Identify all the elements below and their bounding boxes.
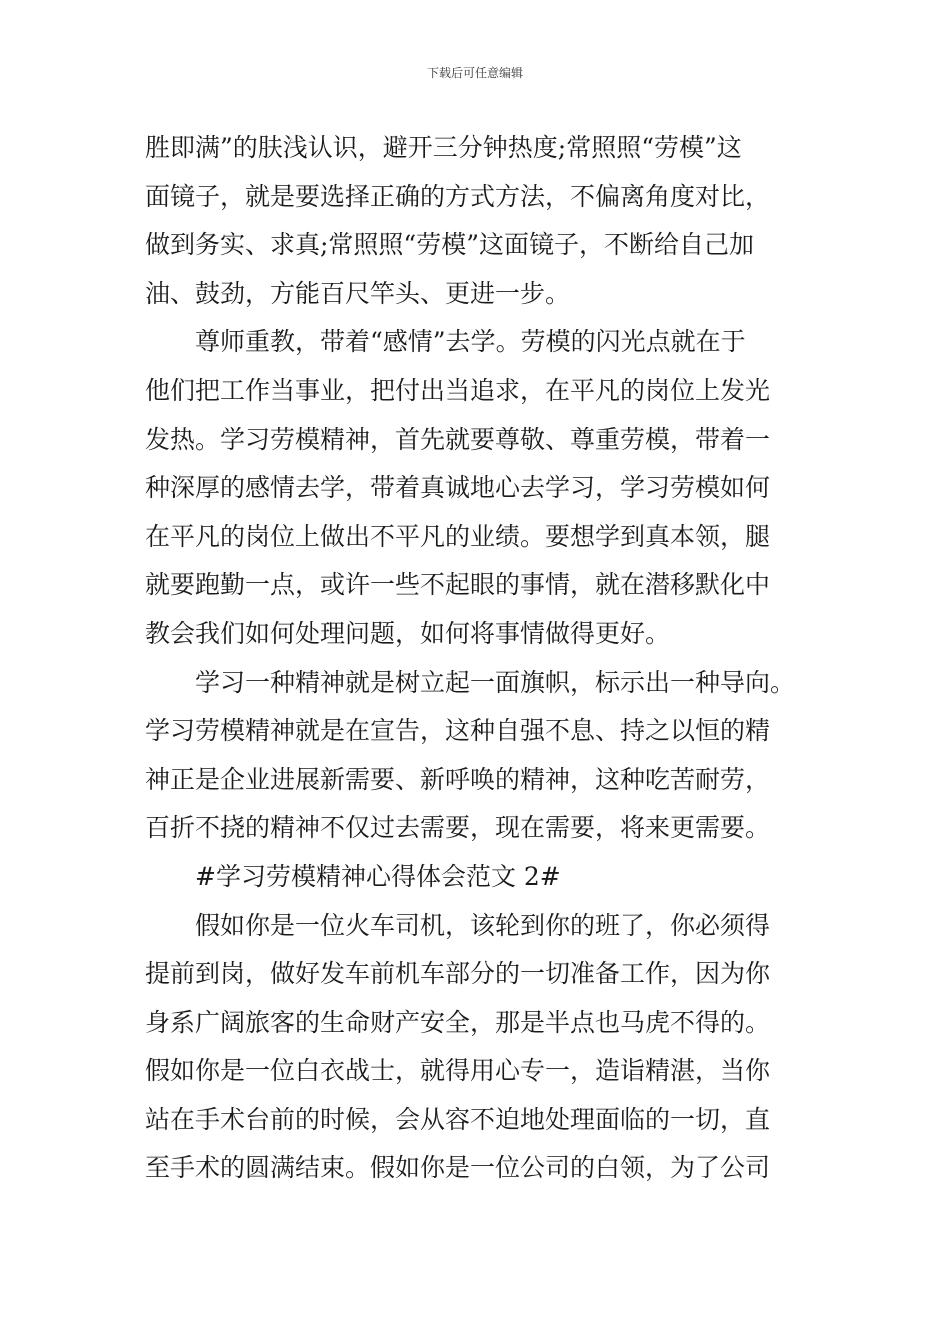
document-body [145, 124, 815, 1193]
page-header: 下载后可任意编辑 [426, 66, 523, 80]
paragraph-line: 学习劳模精神就是在宣告，这种自强不息、持之以恒的精 [145, 716, 771, 746]
paragraph-first-line: 尊师重教，带着“感情”去学。劳模的闪光点就在于 [195, 327, 746, 357]
paragraph-line: 种深厚的感情去学，带着真诚地心去学习，学习劳模如何 [145, 473, 771, 503]
paragraph-line: 站在手术台前的时候，会从容不迫地处理面临的一切，直 [145, 1104, 771, 1134]
paragraph-line: 至手术的圆满结束。假如你是一位公司的白领，为了公司 [145, 1153, 771, 1183]
paragraph-line: 在平凡的岗位上做出不平凡的业绩。要想学到真本领，腿 [145, 521, 771, 551]
paragraph-line: 百折不挠的精神不仅过去需要，现在需要，将来更需要。 [145, 813, 771, 843]
paragraph-line: 神正是企业进展新需要、新呼唤的精神，这种吃苦耐劳， [145, 764, 771, 794]
paragraph-line: 胜即满”的肤浅认识，避开三分钟热度;常照照“劳模”这 [145, 133, 742, 162]
paragraph-line: 他们把工作当事业，把付出当追求，在平凡的岗位上发光 [145, 375, 771, 405]
paragraph-first-line: 假如你是一位火车司机，该轮到你的班了，你必须得 [195, 910, 771, 940]
paragraph-first-line: #学习劳模精神心得体会范文 2# [195, 861, 561, 891]
paragraph-line: 教会我们如何处理问题，如何将事情做得更好。 [145, 618, 671, 648]
paragraph-line: 身系广阔旅客的生命财产安全，那是半点也马虎不得的。 [145, 1007, 771, 1037]
paragraph-line: 就要跑勤一点，或许一些不起眼的事情，就在潜移默化中 [145, 570, 771, 600]
paragraph-line: 油、鼓劲，方能百尺竿头、更进一步。 [145, 278, 571, 308]
paragraph-line: 假如你是一位白衣战士，就得用心专一，造诣精湛，当你 [145, 1056, 771, 1086]
paragraph-line: 做到务实、求真;常照照“劳模”这面镜子，不断给自己加 [145, 230, 754, 260]
paragraph-line: 提前到岗，做好发车前机车部分的一切准备工作，因为你 [145, 959, 771, 989]
paragraph-line: 发热。学习劳模精神，首先就要尊敬、尊重劳模，带着一 [145, 424, 771, 454]
paragraph-line: 面镜子，就是要选择正确的方式方法，不偏离角度对比， [145, 181, 771, 211]
paragraph-first-line: 学习一种精神就是树立起一面旗帜，标示出一种导向。 [195, 667, 796, 697]
